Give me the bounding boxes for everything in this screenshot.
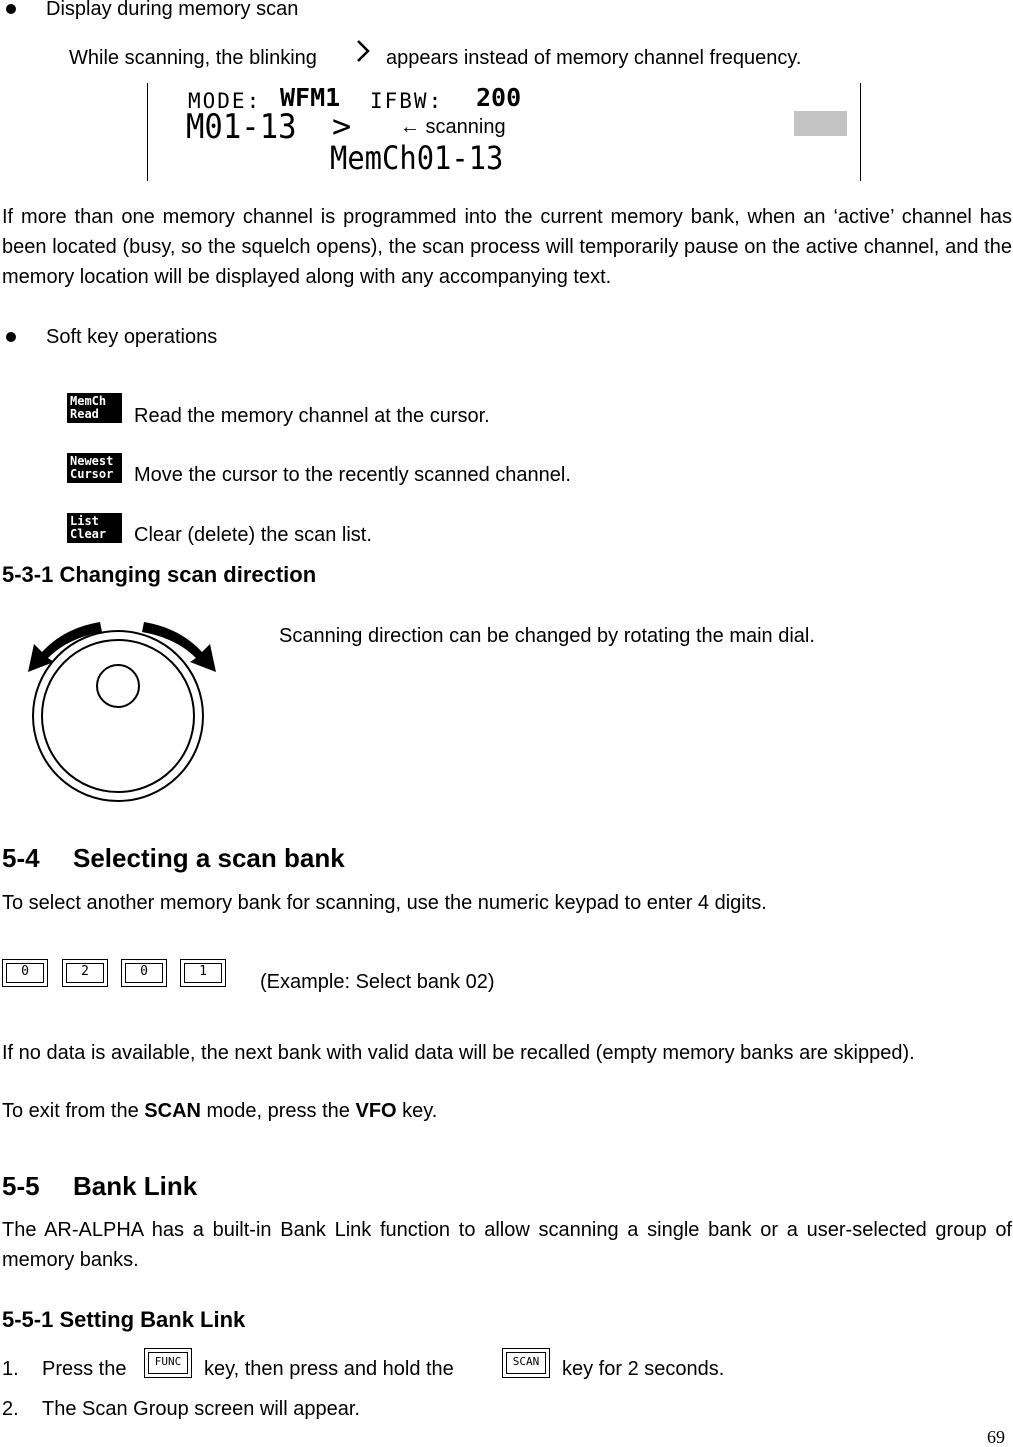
section-54-title: Selecting a scan bank: [73, 843, 345, 873]
softkey-description: Read the memory channel at the cursor.: [134, 405, 490, 427]
exit-text-middle: mode, press the: [200, 1100, 356, 1122]
memch-read-softkey[interactable]: MemCh Read: [67, 393, 122, 423]
mode-label: MODE:: [188, 89, 262, 113]
exit-instruction: [2, 1099, 437, 1123]
section-55-text: The AR-ALPHA has a built-in Bank Link function to allow scanning a single bank or a user-selected group of memory banks.: [2, 1219, 1012, 1271]
mode-value: WFM1: [280, 83, 341, 112]
softkey-description: Move the cursor to the recently scanned channel.: [134, 464, 571, 486]
step1-text-after: key for 2 seconds.: [562, 1358, 725, 1380]
scan-key[interactable]: SCAN: [502, 1348, 550, 1378]
blink-chevron-icon: [354, 38, 372, 64]
softkey-description: Clear (delete) the scan list.: [134, 524, 372, 546]
vfo-key-label: VFO: [355, 1100, 397, 1122]
step2-text: The Scan Group screen will appear.: [42, 1398, 360, 1420]
section-54-number: 5-4: [2, 843, 40, 873]
section-551-heading: 5-5-1 Setting Bank Link: [2, 1307, 246, 1332]
section-531-text: Scanning direction can be changed by rotating the main dial.: [279, 625, 815, 647]
bullet: [6, 4, 16, 14]
section-55-number: 5-5: [2, 1171, 40, 1201]
ifbw-value: 200: [476, 83, 522, 112]
lcd-display: [147, 83, 861, 181]
memch-label: MemCh01-13: [330, 139, 504, 177]
main-dial-icon: [24, 612, 224, 804]
ifbw-label: IFBW:: [370, 89, 444, 113]
section-54-text: To select another memory bank for scanning, use the numeric keypad to enter 4 digits.: [2, 892, 767, 914]
step-number: 2.: [2, 1398, 19, 1420]
step-number: 1.: [2, 1358, 19, 1380]
intro-text-before: While scanning, the blinking: [69, 47, 317, 69]
intro-text-after: appears instead of memory channel frequency.: [386, 47, 802, 69]
func-key[interactable]: FUNC: [144, 1348, 192, 1378]
soft-keys-heading: Soft key operations: [46, 326, 218, 348]
key-2[interactable]: 2: [62, 959, 108, 987]
section-55-title: Bank Link: [73, 1171, 198, 1201]
page-number: 69: [987, 1427, 1005, 1447]
example-text: (Example: Select bank 02): [260, 971, 495, 993]
section-531-heading: 5-3-1 Changing scan direction: [2, 562, 317, 587]
step1-text-middle: key, then press and hold the: [204, 1358, 454, 1380]
key-0[interactable]: 0: [2, 959, 48, 987]
newest-cursor-softkey[interactable]: Newest Cursor: [67, 453, 122, 483]
scanning-note: ← scanning: [400, 116, 506, 138]
channel-display: M01-13: [186, 107, 297, 147]
key-0[interactable]: 0: [121, 959, 167, 987]
step1-text-before: Press the: [42, 1358, 127, 1380]
lcd-status-block: [794, 111, 847, 136]
scan-key-label: SCAN: [144, 1100, 201, 1122]
key-1[interactable]: 1: [180, 959, 226, 987]
exit-text-after: key.: [396, 1100, 438, 1122]
bullet: [6, 332, 16, 342]
memory-scan-heading: Display during memory scan: [46, 0, 299, 20]
memory-scan-paragraph: If more than one memory channel is programmed into the current memory bank, when an ‘active’ channel has been located (busy, so the squelch opens), the scan process will temporarily pause on the active channel, and the memory location will be displayed along with any accompanying text.: [2, 206, 1012, 288]
list-clear-softkey[interactable]: List Clear: [67, 513, 122, 543]
exit-text-before: To exit from the: [2, 1100, 145, 1122]
no-data-paragraph: If no data is available, the next bank with valid data will be recalled (empty memory banks are skipped).: [2, 1042, 915, 1064]
blink-glyph: >: [332, 107, 352, 145]
